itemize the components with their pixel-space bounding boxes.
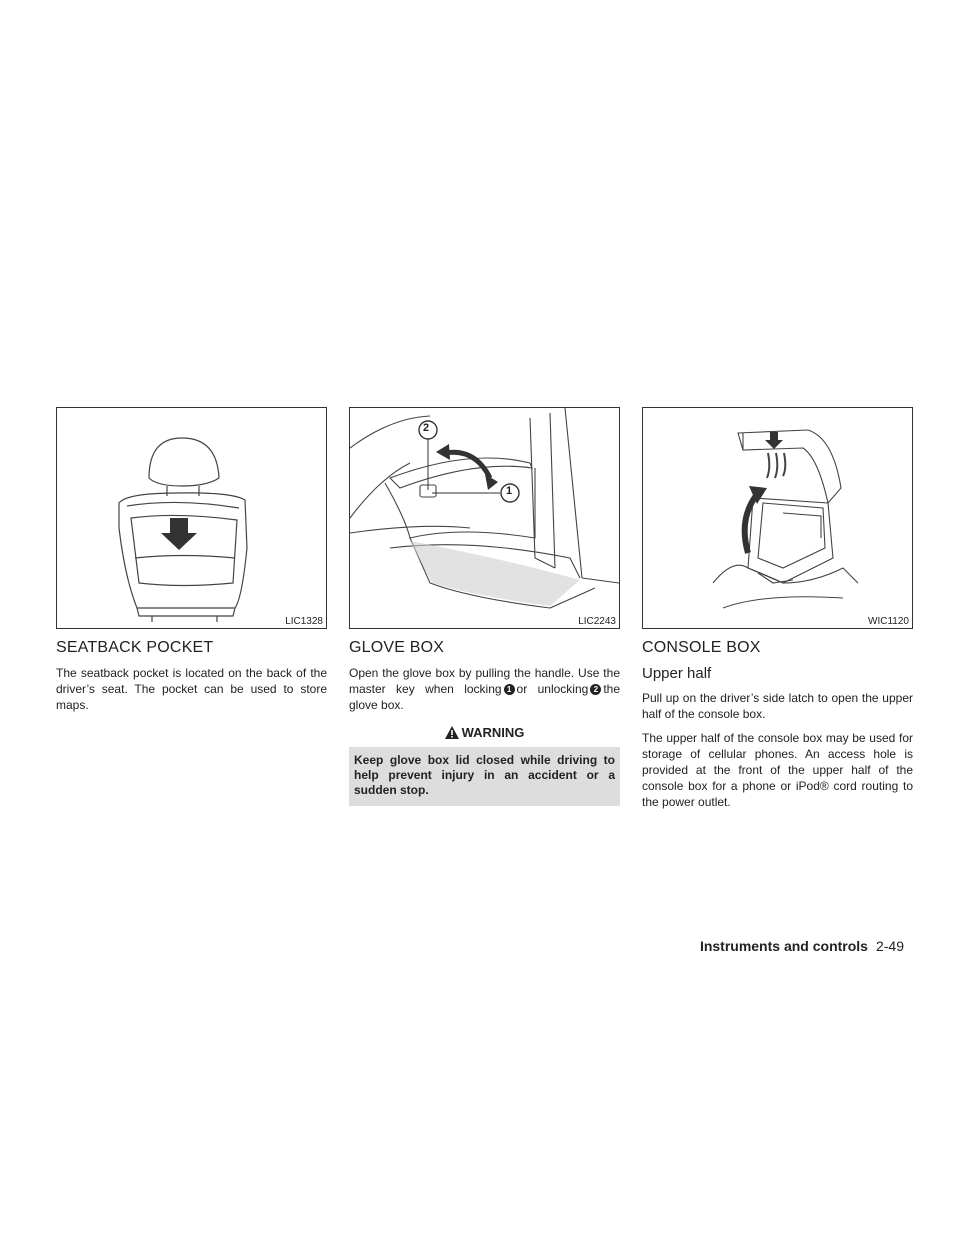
glove-box-body-text-3: the glove box.	[349, 682, 620, 712]
glove-box-illustration	[349, 407, 620, 629]
console-drawing	[643, 408, 912, 628]
upper-half-subheading: Upper half	[642, 665, 712, 682]
seatback-pocket-body: The seatback pocket is located on the back of the driver’s seat. The pocket can be used to store maps.	[56, 666, 327, 712]
callout-1-label: 1	[506, 485, 513, 497]
console-box-heading: CONSOLE BOX	[642, 639, 761, 656]
glove-box-body-text-2: or unlocking	[516, 682, 589, 696]
glove-box-body	[349, 665, 620, 713]
glove-box-heading: GLOVE BOX	[349, 639, 445, 656]
seatback-pocket-column	[56, 407, 327, 721]
figure-code: LIC2243	[578, 616, 616, 627]
seatback-pocket-illustration	[56, 407, 327, 629]
figure-code: LIC1328	[285, 616, 323, 627]
seat-drawing	[57, 408, 326, 628]
footer-section-title: Instruments and controls	[699, 938, 868, 954]
callout-2-label: 2	[423, 422, 430, 434]
callout-marker-2: 2	[590, 684, 601, 695]
warning-header	[349, 725, 620, 747]
glove-box-drawing	[350, 408, 619, 628]
console-box-paragraph-1: Pull up on the driver’s side latch to open the upper half of the console box.	[642, 691, 913, 721]
seatback-pocket-heading: SEATBACK POCKET	[56, 639, 214, 656]
console-box-illustration	[642, 407, 913, 629]
page-number: 2-49	[875, 938, 904, 954]
page-footer	[700, 938, 904, 954]
callout-marker-1: 1	[504, 684, 515, 695]
warning-triangle-icon	[445, 726, 459, 739]
console-box-column	[642, 407, 913, 818]
warning-text: Keep glove box lid closed while driving to help prevent injury in an accident or a sudden stop.	[349, 747, 620, 806]
glove-box-column	[349, 407, 620, 806]
console-box-paragraph-2: The upper half of the console box may be used for storage of cellular phones. An access hole is provided at the front of the upper half of the console box for a phone or iPod® cord routing to the power outlet.	[642, 731, 913, 809]
figure-code: WIC1120	[868, 616, 909, 627]
glove-box-body-text-1: Open the glove box by pulling the handle. Use the master key when locking	[349, 666, 620, 696]
warning-title: WARNING	[461, 725, 525, 740]
